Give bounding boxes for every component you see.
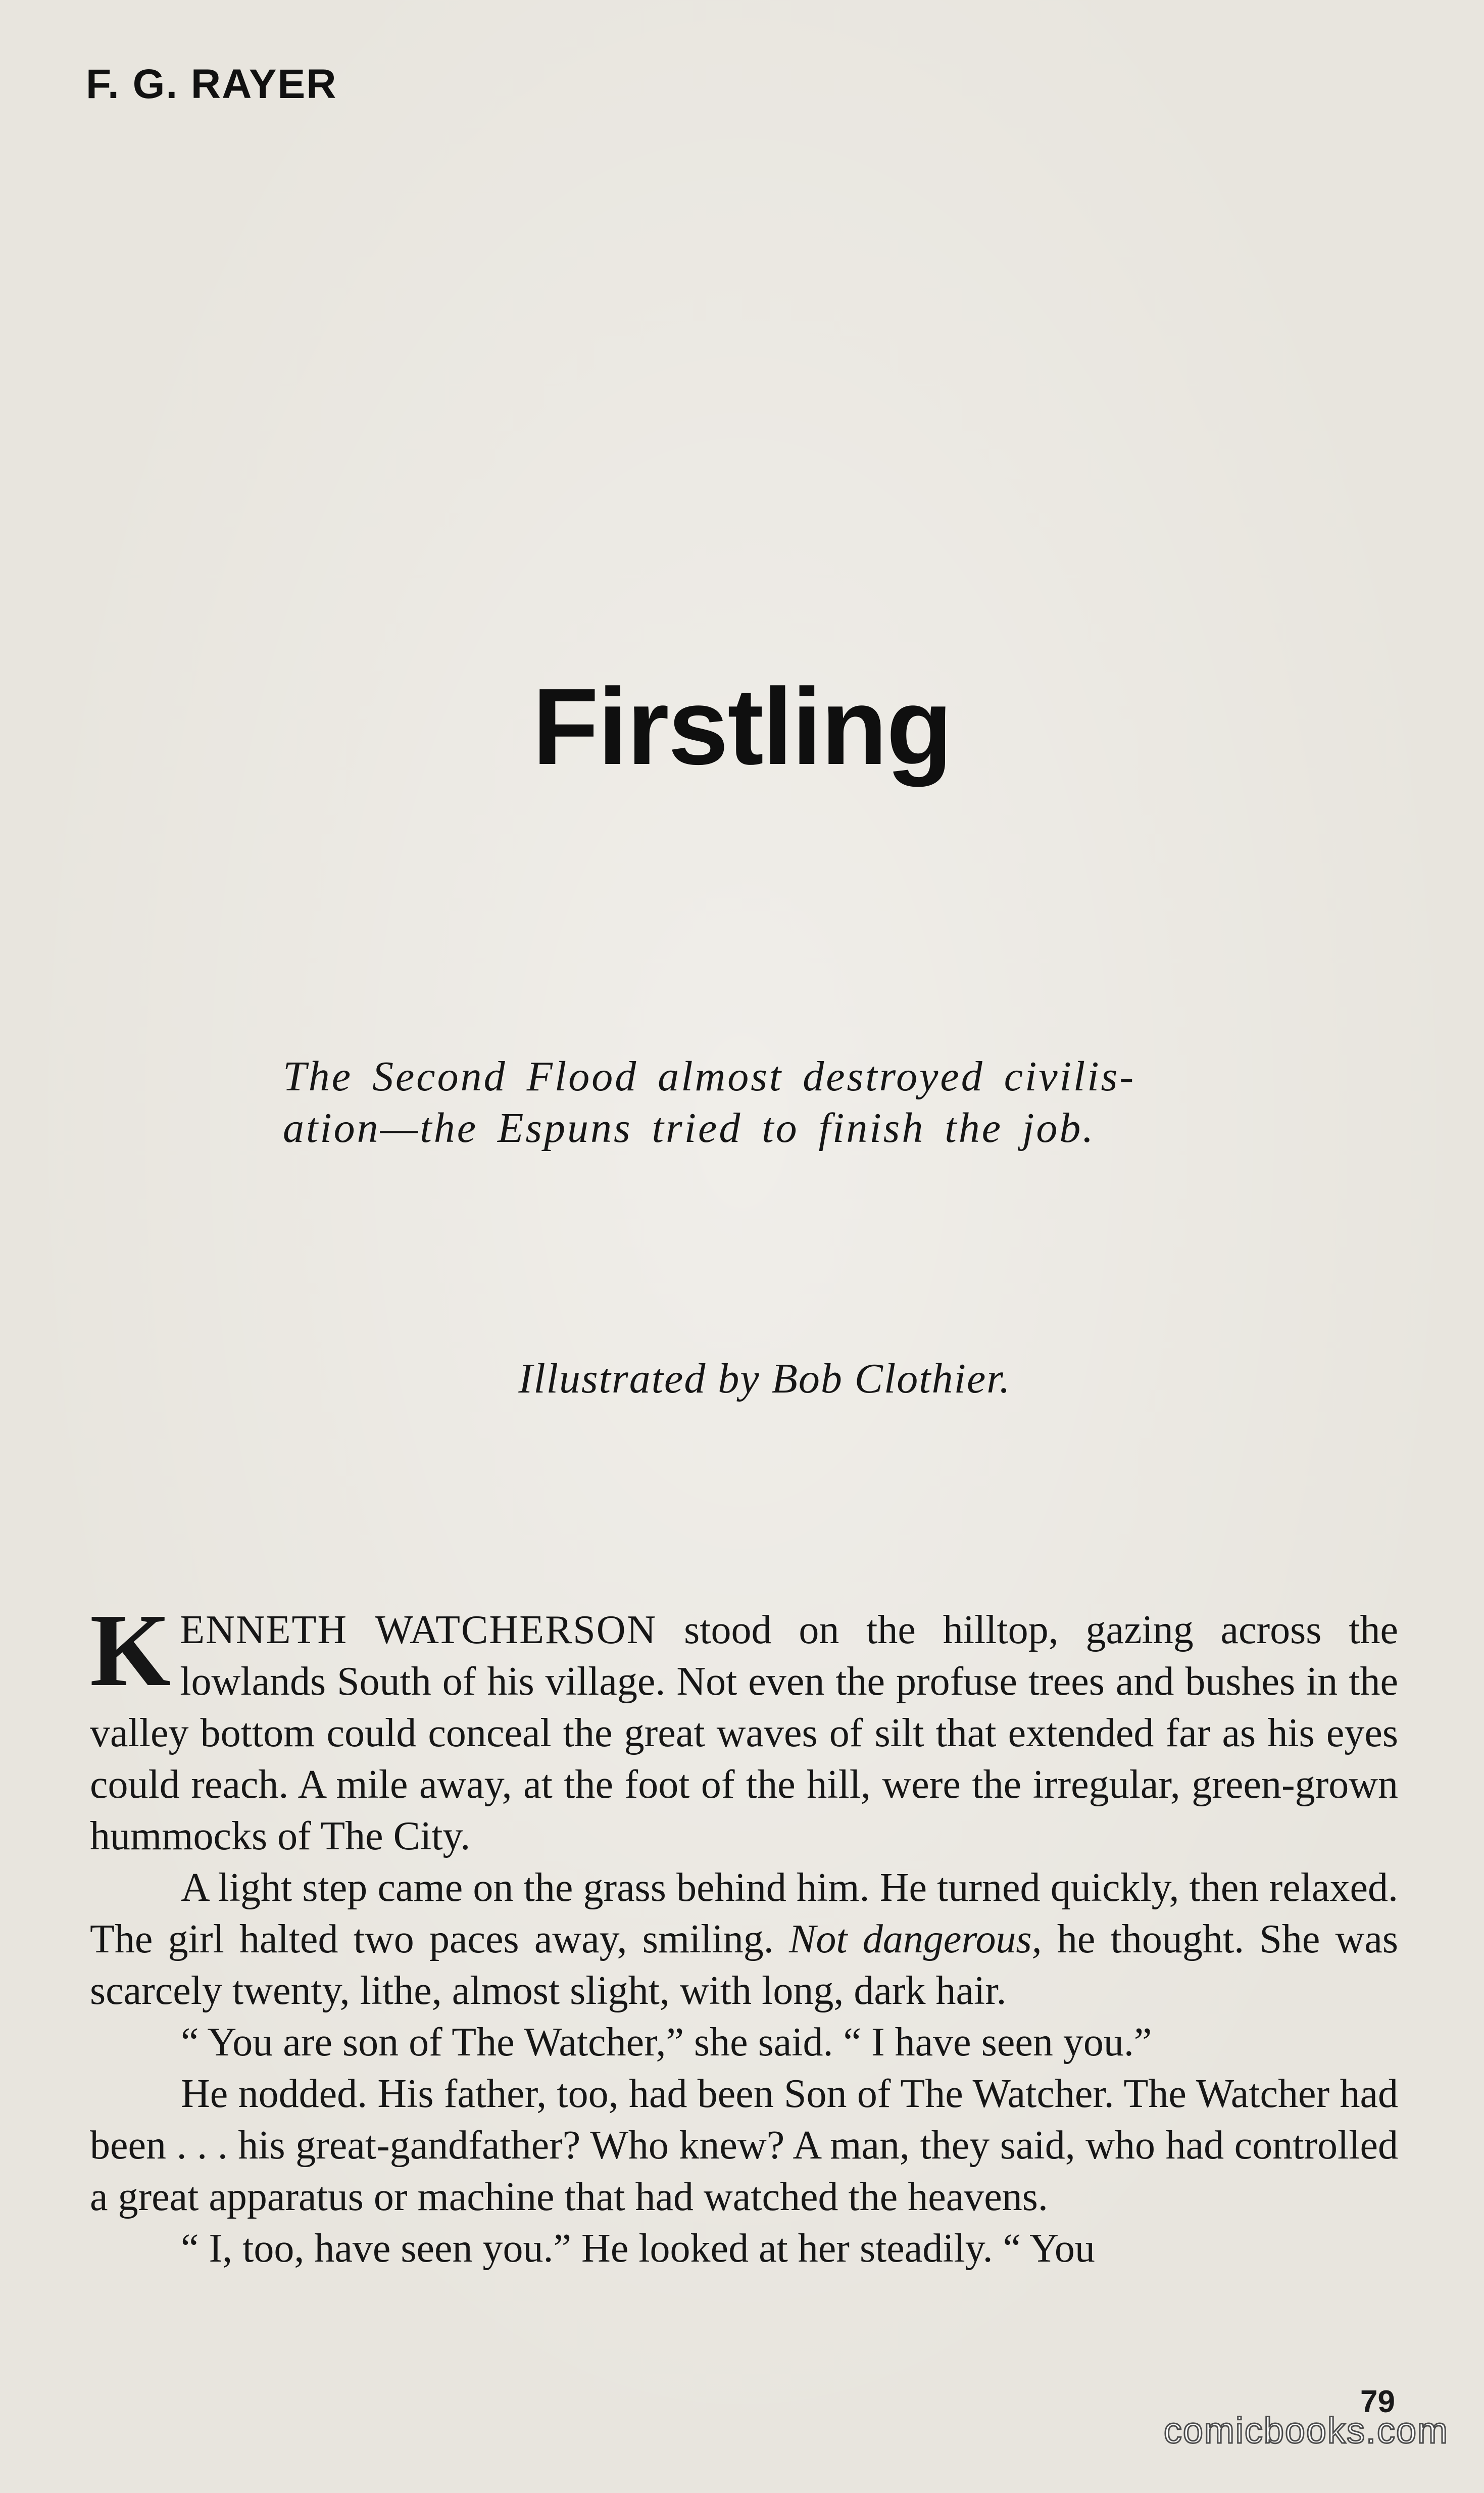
paragraph-2-text-a: A light step came on the grass behind him. He turned quickly, then relaxed. The girl halted two paces away, smiling.	[90, 1865, 1398, 1961]
illustrator-credit: Illustrated by Bob Clothier.	[518, 1355, 1011, 1402]
blurb-line-1: The Second Flood almost destroyed civilis-	[283, 1053, 1136, 1100]
story-body	[90, 1592, 1398, 2274]
paragraph-2-text-b: he thought. She was scarcely twenty, lithe, almost slight, with long, dark hair.	[90, 1917, 1398, 2013]
paragraph-4: He nodded. His father, too, had been Son of The Watcher. The Watcher had been . . . his great-gandfather? Who knew? A man, they said, who had controlled a great apparatus or machine that had watched the heavens.	[90, 2072, 1398, 2219]
drop-cap: K	[90, 1592, 171, 1708]
opening-caps: ENNETH WATCHERSON	[180, 1608, 657, 1652]
paragraph-2-italic: Not dangerous,	[788, 1917, 1042, 1961]
paragraph-1-text: stood on the hilltop, gazing across the lowlands South of his village. Not even the profuse trees and bushes in the valley bottom could conceal the great waves of silt that extended far as his eyes could reach. A mile away, at the foot of the hill, were the irregular, green-grown hummocks of The City.	[90, 1608, 1398, 1858]
story-title: Firstling	[532, 665, 952, 787]
story-blurb	[283, 1051, 1202, 1154]
paragraph-2	[90, 1862, 1398, 2017]
paragraph-1	[90, 1592, 1398, 1862]
watermark: comicbooks.com	[1163, 2411, 1449, 2451]
blurb-line-2: ation—the Espuns tried to finish the job.	[283, 1105, 1096, 1152]
paragraph-5: “ I, too, have seen you.” He looked at her steadily. “ You	[181, 2226, 1095, 2271]
author-header: F. G. RAYER	[86, 61, 337, 107]
page-number: 79	[1360, 2384, 1395, 2419]
paragraph-3: “ You are son of The Watcher,” she said. “ I have seen you.”	[181, 2020, 1152, 2065]
